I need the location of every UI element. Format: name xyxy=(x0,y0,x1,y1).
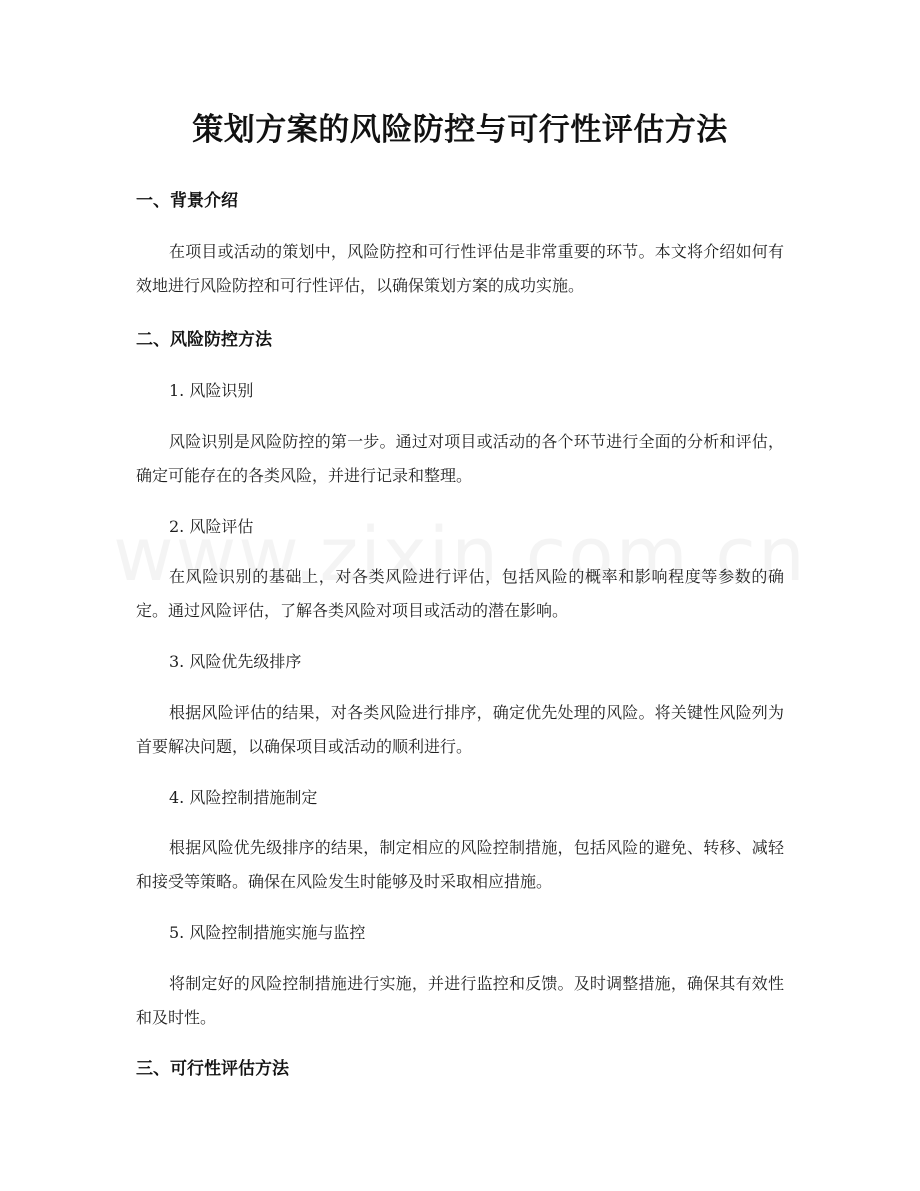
section-heading-background: 一、背景介绍 xyxy=(136,191,238,211)
item-title-control-measures: 4. 风险控制措施制定 xyxy=(169,788,318,807)
item-title-risk-assessment: 2. 风险评估 xyxy=(169,517,254,536)
page-title: 策划方案的风险防控与可行性评估方法 xyxy=(192,112,728,148)
item-paragraph-risk-assessment: 在风险识别的基础上，对各类风险进行评估，包括风险的概率和影响程度等参数的确定。通过风险评估，了解各类风险对项目或活动的潜在影响。 xyxy=(136,567,784,620)
item-paragraph-control-measures: 根据风险优先级排序的结果，制定相应的风险控制措施，包括风险的避免、转移、减轻和接受等策略。确保在风险发生时能够及时采取相应措施。 xyxy=(136,838,784,891)
item-paragraph-risk-identification: 风险识别是风险防控的第一步。通过对项目或活动的各个环节进行全面的分析和评估，确定可能存在的各类风险，并进行记录和整理。 xyxy=(136,432,784,485)
item-title-risk-identification: 1. 风险识别 xyxy=(169,381,254,400)
item-title-risk-priority: 3. 风险优先级排序 xyxy=(169,652,302,671)
background-paragraph: 在项目或活动的策划中，风险防控和可行性评估是非常重要的环节。本文将介绍如何有效地进行风险防控和可行性评估，以确保策划方案的成功实施。 xyxy=(136,242,784,295)
item-paragraph-implementation-monitoring: 将制定好的风险控制措施进行实施，并进行监控和反馈。及时调整措施，确保其有效性和及时性。 xyxy=(136,974,784,1027)
item-paragraph-risk-priority: 根据风险评估的结果，对各类风险进行排序，确定优先处理的风险。将关键性风险列为首要解决问题，以确保项目或活动的顺利进行。 xyxy=(136,703,784,756)
section-heading-risk-control: 二、风险防控方法 xyxy=(136,330,272,350)
section-heading-feasibility: 三、可行性评估方法 xyxy=(136,1059,289,1079)
item-title-implementation-monitoring: 5. 风险控制措施实施与监控 xyxy=(169,923,366,942)
